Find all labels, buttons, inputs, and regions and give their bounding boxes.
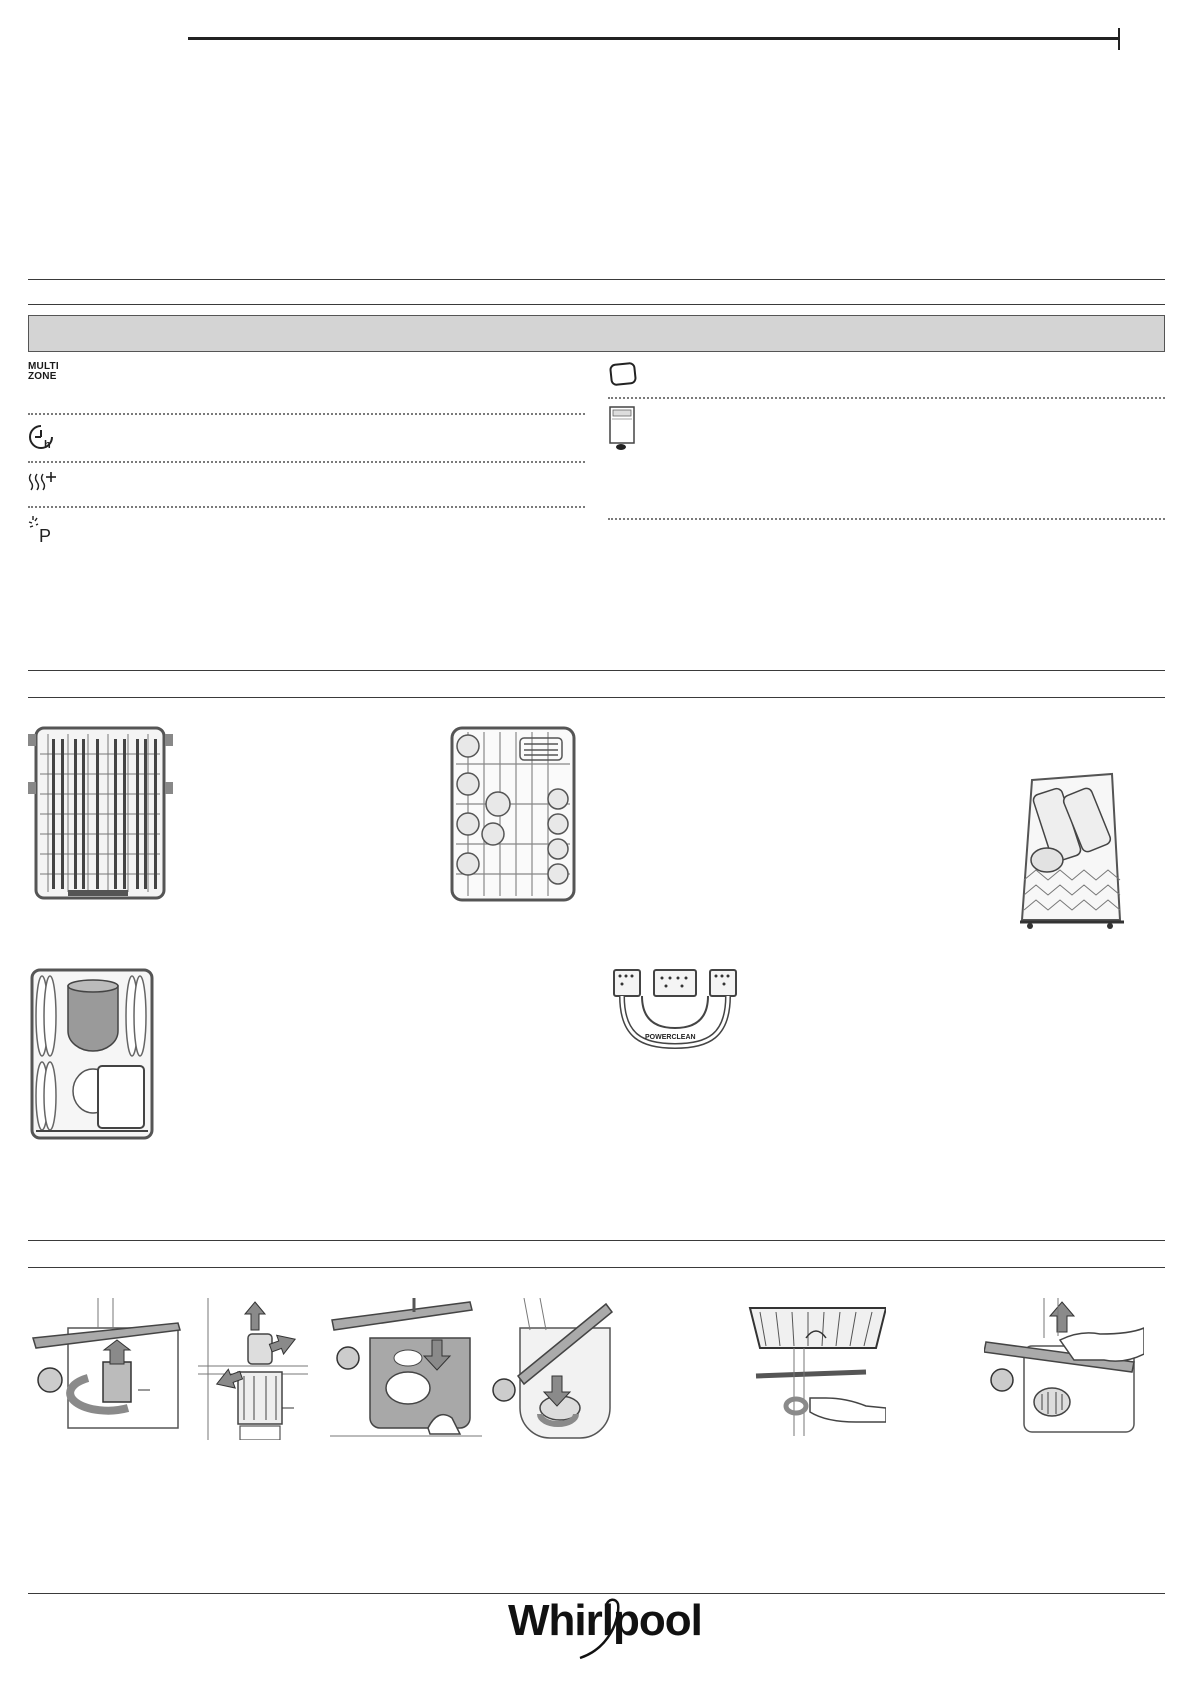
rack-tilt-side-illustration [1012,770,1128,932]
feature-divider [28,506,585,508]
section-divider [28,697,1165,698]
feature-divider [608,518,1165,520]
extra-dry-icon [27,470,59,494]
header-rule-end [1118,28,1120,50]
dishwasher-icon [608,405,638,453]
feature-divider [28,461,585,463]
section-divider [28,304,1165,305]
filter-separation-illustration [198,1298,308,1440]
whirlpool-logo: Whirlpool [508,1596,702,1645]
lower-spray-arm-removal-illustration [984,1298,1144,1436]
upper-spray-arm-illustration [746,1298,886,1436]
footer-divider [28,1593,1165,1594]
powerclean-spray-illustration [612,966,738,1056]
feature-divider [608,397,1165,399]
header-rule [188,37,1120,40]
feature-divider [28,413,585,415]
section-divider [28,1267,1165,1268]
svg-text:P: P [39,526,52,544]
section-divider [28,670,1165,671]
filter-removal-illustration [28,1298,188,1438]
spray-arm-lower-illustration [490,1298,622,1444]
features-header-band [28,315,1165,352]
lower-rack-plates-illustration [28,966,156,1144]
upper-rack-glasses-illustration [448,724,580,906]
delay-start-hours-icon [27,423,55,451]
upper-rack-cutlery-illustration [28,724,173,904]
svg-text:POWERCLEAN: POWERCLEAN [645,1034,696,1041]
filter-plate-illustration [330,1298,482,1444]
svg-text:h: h [44,439,51,451]
power-clean-icon [27,514,57,544]
section-divider [28,279,1165,280]
multizone-icon: MULTI ZONE [28,361,59,382]
tablet-icon [608,361,638,387]
section-divider [28,1240,1165,1241]
whirlpool-logo-swoosh [570,1598,630,1662]
